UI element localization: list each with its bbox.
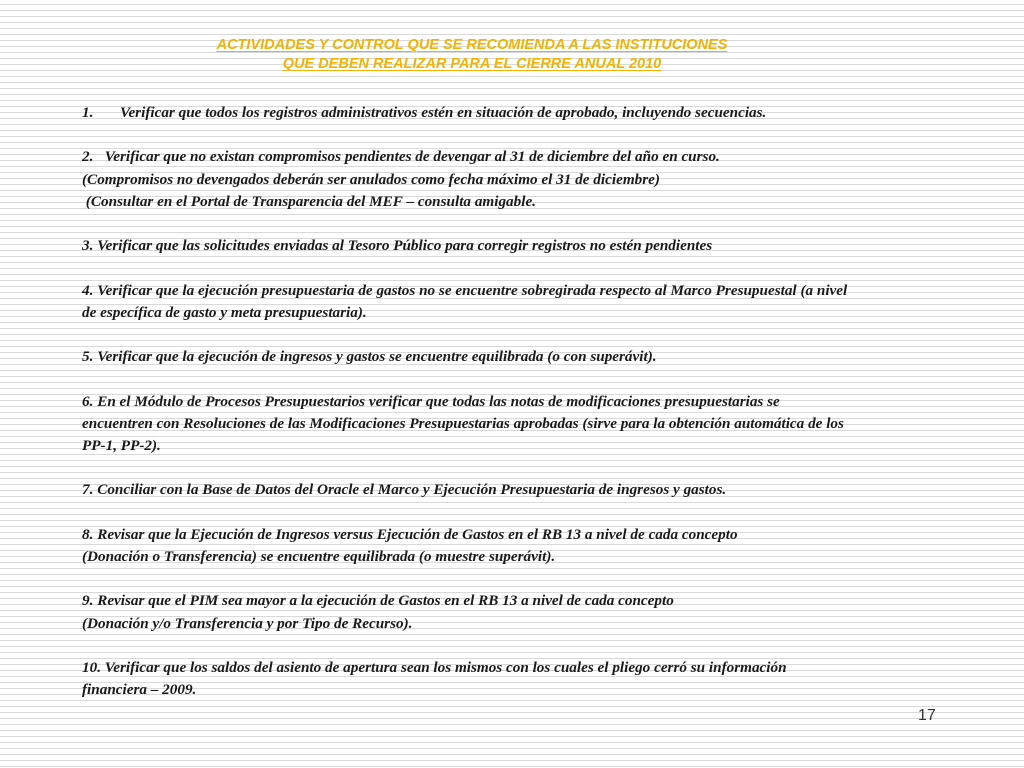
slide-title-line-2: QUE DEBEN REALIZAR PARA EL CIERRE ANUAL 2010 <box>282 56 662 72</box>
list-item-9 <box>82 590 882 634</box>
list-item-4-text: 4. Verificar que la ejecución presupuestaria de gastos no se encuentre sobregirada respecto al Marco Presupuestal (a nivel de específica de gasto y meta presupuestaria). <box>82 281 848 321</box>
list-item-5-text: 5. Verificar que la ejecución de ingresos y gastos se encuentre equilibrada (o con superávit). <box>82 348 657 366</box>
list-item-1-number: 1. <box>82 104 94 121</box>
list-item-2-line-3: (Consultar en el Portal de Transparencia del MEF – consulta amigable. <box>82 192 536 210</box>
page-number: 17 <box>918 707 936 724</box>
list-item-7 <box>82 479 882 501</box>
slide-title-line-1: ACTIVIDADES Y CONTROL QUE SE RECOMIENDA A LAS INSTITUCIONES <box>216 37 728 53</box>
list-item-8-line-2: (Donación o Transferencia) se encuentre equilibrada (o muestre superávit). <box>82 547 556 565</box>
list-item-8 <box>82 524 882 568</box>
list-item-7-text: 7. Conciliar con la Base de Datos del Oracle el Marco y Ejecución Presupuestaria de ingresos y gastos. <box>82 481 727 499</box>
list-item-6 <box>82 391 882 458</box>
list-item-9-line-1: 9. Revisar que el PIM sea mayor a la ejecución de Gastos en el RB 13 a nivel de cada concepto <box>82 592 674 610</box>
list-item-9-line-2: (Donación y/o Transferencia y por Tipo de Recurso). <box>82 614 413 632</box>
list-item-6-text: 6. En el Módulo de Procesos Presupuestarios verificar que todas las notas de modificaciones presupuestarias se encuentren con Resoluciones de las Modificaciones Presupuestarias aprobadas (sirve para la obtención automática de los PP-1, PP-2). <box>82 392 844 454</box>
list-item-2 <box>82 146 882 213</box>
list-item-1 <box>82 102 882 124</box>
list-item-10-text: 10. Verificar que los saldos del asiento de apertura sean los mismos con los cuales el pliego cerró su información financiera – 2009. <box>82 658 787 699</box>
list-item-10 <box>82 657 882 701</box>
list-item-3 <box>82 235 882 257</box>
list-item-2-line-1: 2. Verificar que no existan compromisos pendientes de devengar al 31 de diciembre del año en curso. <box>82 148 720 166</box>
slide-title <box>0 36 944 74</box>
list-item-2-line-2: (Compromisos no devengados deberán ser anulados como fecha máximo el 31 de diciembre) <box>82 170 660 188</box>
list-item-1-text: Verificar que todos los registros administrativos estén en situación de aprobado, incluyendo secuencias. <box>120 104 767 121</box>
recommendations-list <box>82 102 882 724</box>
list-item-3-text: 3. Verificar que las solicitudes enviadas al Tesoro Público para corregir registros no estén pendientes <box>82 237 713 255</box>
list-item-5 <box>82 346 882 368</box>
list-item-8-line-1: 8. Revisar que la Ejecución de Ingresos versus Ejecución de Gastos en el RB 13 a nivel de cada concepto <box>82 525 738 543</box>
list-item-4 <box>82 280 882 324</box>
